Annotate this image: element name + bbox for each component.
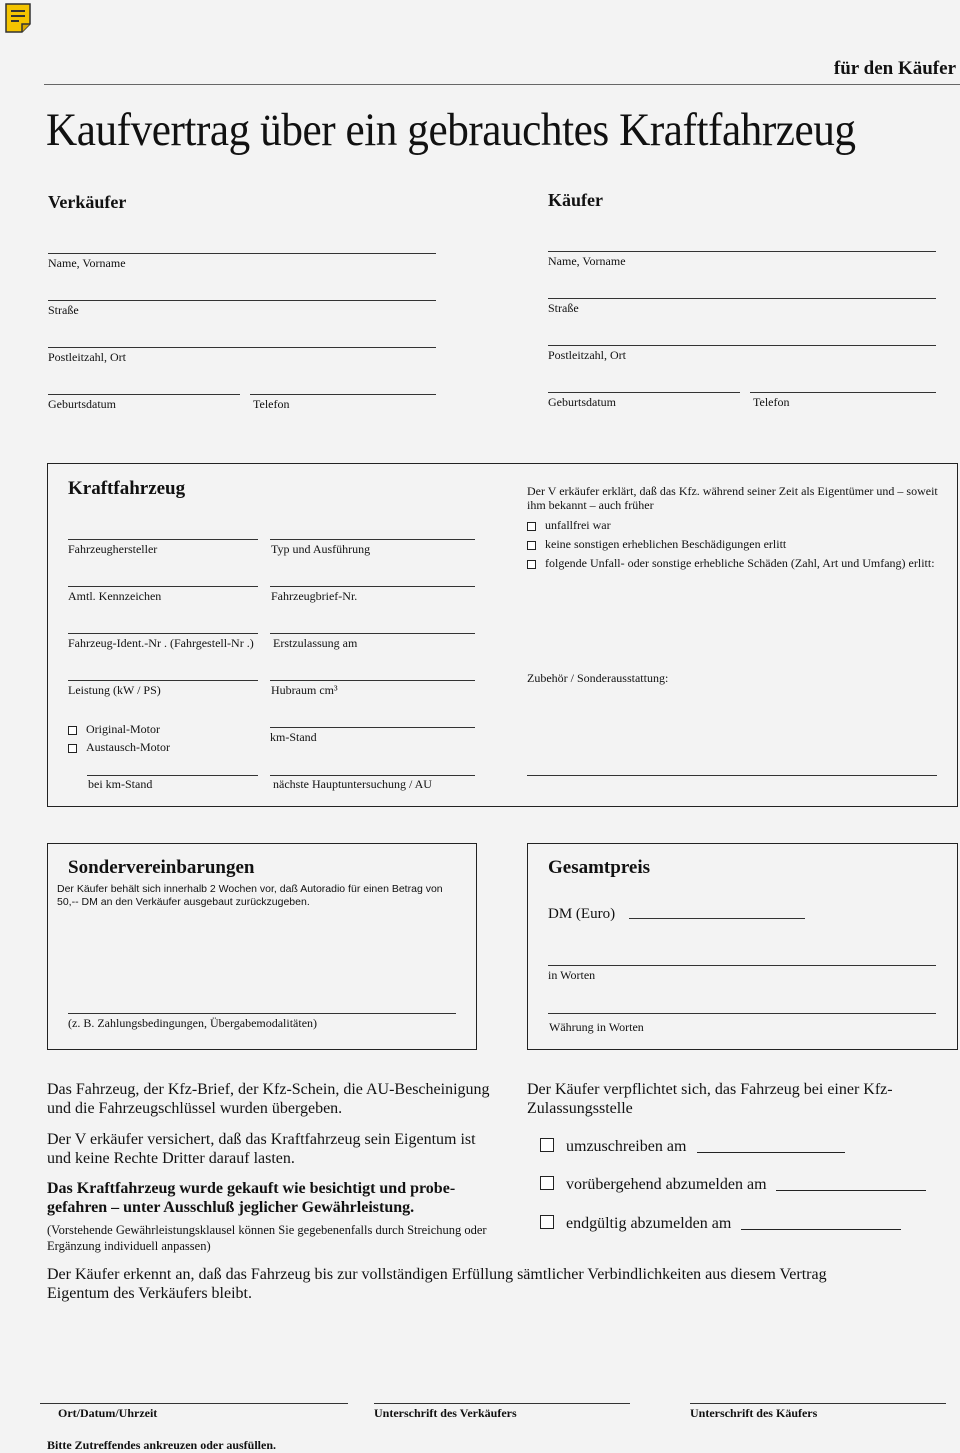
buyer-street-label: Straße — [548, 301, 579, 315]
accident-free-option[interactable] — [527, 518, 611, 532]
at-mileage-label: bei km-Stand — [88, 777, 153, 791]
registration-doc-label: Fahrzeugbrief-Nr. — [271, 589, 358, 603]
seller-city-label: Postleitzahl, Ort — [48, 350, 126, 364]
seller-street-label: Straße — [48, 303, 79, 317]
buyer-name-label: Name, Vorname — [548, 254, 626, 268]
buyer-obligation-text: Der Käufer verpflichtet sich, das Fahrzeug bei einer Kfz-Zulassungsstelle — [527, 1081, 893, 1117]
buyer-city-label: Postleitzahl, Ort — [548, 348, 626, 362]
price-heading: Gesamtpreis — [548, 857, 651, 878]
vin-label: Fahrzeug-Ident.-Nr . (Fahrgestell-Nr .) — [68, 636, 254, 650]
temp-dereg-label: vorübergehend abzumelden am — [566, 1176, 767, 1193]
original-engine-option[interactable] — [68, 722, 160, 736]
no-damage-label: keine sonstigen erheblichen Beschädigungen erlitt — [545, 537, 787, 551]
rereg-label: umzuschreiben am — [566, 1138, 687, 1155]
final-dereg-label: endgültig abzumelden am — [566, 1215, 732, 1232]
ownership-assurance-text: Der V erkäufer versichert, daß das Kraftfahrzeug sein Eigentum ist und keine Rechte Dritter darauf lasten. — [47, 1131, 476, 1167]
place-date-label: Ort/Datum/Uhrzeit — [58, 1406, 158, 1420]
seller-name-label: Name, Vorname — [48, 256, 126, 270]
temp-dereg-option[interactable] — [540, 1175, 767, 1194]
accident-free-label: unfallfrei war — [545, 518, 611, 532]
exchange-engine-label: Austausch-Motor — [86, 740, 170, 754]
next-inspection-label: nächste Hauptuntersuchung / AU — [273, 777, 432, 791]
no-damage-option[interactable] — [527, 537, 786, 551]
first-registration-label: Erstzulassung am — [273, 636, 358, 650]
retention-of-title-text: Der Käufer erkennt an, daß das Fahrzeug bis zur vollständigen Erfüllung sämtlicher Verbindlichkeiten aus diesem Vertrag Eigentum des Verkäufers bleibt. — [47, 1266, 827, 1302]
final-dereg-checkbox[interactable] — [540, 1215, 554, 1229]
currency-words-label: Währung in Worten — [549, 1020, 644, 1034]
accident-free-checkbox[interactable] — [527, 522, 536, 531]
exchange-engine-option[interactable] — [68, 740, 170, 754]
in-words-label: in Worten — [548, 968, 596, 982]
power-label: Leistung (kW / PS) — [68, 683, 161, 697]
damages-option[interactable] — [527, 556, 935, 570]
seller-heading: Verkäufer — [48, 192, 127, 212]
declaration-text: Der V erkäufer erklärt, daß das Kfz. während seiner Zeit als Eigentümer und – soweit ihm bekannt – auch früher — [527, 484, 938, 512]
buyer-signature-label: Unterschrift des Käufers — [690, 1406, 818, 1420]
mileage-label: km-Stand — [270, 730, 317, 744]
special-footnote: (z. B. Zahlungsbedingungen, Übergabemodalitäten) — [68, 1016, 318, 1030]
original-engine-label: Original-Motor — [86, 722, 160, 736]
copy-label: für den Käufer — [833, 58, 956, 79]
rereg-checkbox[interactable] — [540, 1138, 554, 1152]
vehicle-section — [47, 463, 958, 807]
buyer-birth-label: Geburtsdatum — [548, 395, 616, 409]
seller-phone-label: Telefon — [253, 397, 290, 411]
special-text[interactable]: Der Käufer behält sich innerhalb 2 Wochen vor, daß Autoradio für einen Betrag von 50,-- DM an den Verkäufer ausgebaut zurückzugeben. — [57, 883, 443, 908]
currency-label: DM (Euro) — [548, 906, 616, 922]
displacement-label: Hubraum cm³ — [271, 683, 338, 697]
accessories-label: Zubehör / Sonderausstattung: — [527, 671, 669, 685]
seller-signature-label: Unterschrift des Verkäufers — [374, 1406, 517, 1420]
warranty-note-text: (Vorstehende Gewährleistungsklausel können Sie gegebenenfalls durch Streichung oder Ergänzung individuell anpassen) — [47, 1223, 487, 1253]
plate-label: Amtl. Kennzeichen — [68, 589, 162, 603]
type-label: Typ und Ausführung — [271, 542, 371, 556]
rereg-option[interactable] — [540, 1137, 686, 1156]
no-damage-checkbox[interactable] — [527, 541, 536, 550]
price-input-line[interactable] — [629, 918, 805, 919]
handover-text: Das Fahrzeug, der Kfz-Brief, der Kfz-Schein, die AU-Bescheinigung und die Fahrzeugschlüssel wurden übergeben. — [47, 1081, 490, 1117]
warranty-exclusion-text: Das Kraftfahrzeug wurde gekauft wie besichtigt und probegefahren – unter Ausschluß jeglicher Gewährleistung. — [47, 1180, 456, 1216]
exchange-engine-checkbox[interactable] — [68, 744, 77, 753]
buyer-heading: Käufer — [548, 190, 603, 210]
damages-checkbox[interactable] — [527, 560, 536, 569]
damages-label: folgende Unfall- oder sonstige erhebliche Schäden (Zahl, Art und Umfang) erlitt: — [545, 556, 935, 570]
temp-dereg-checkbox[interactable] — [540, 1176, 554, 1190]
final-dereg-option[interactable] — [540, 1214, 731, 1233]
seller-birth-label: Geburtsdatum — [48, 397, 116, 411]
manufacturer-label: Fahrzeughersteller — [68, 542, 158, 556]
vehicle-heading: Kraftfahrzeug — [68, 478, 186, 499]
note-icon[interactable] — [4, 2, 34, 34]
original-engine-checkbox[interactable] — [68, 726, 77, 735]
buyer-phone-label: Telefon — [753, 395, 790, 409]
page-title: Kaufvertrag über ein gebrauchtes Kraftfahrzeug — [46, 104, 856, 156]
footer-note: Bitte Zutreffendes ankreuzen oder ausfüllen. — [47, 1438, 277, 1452]
special-heading: Sondervereinbarungen — [68, 857, 255, 878]
